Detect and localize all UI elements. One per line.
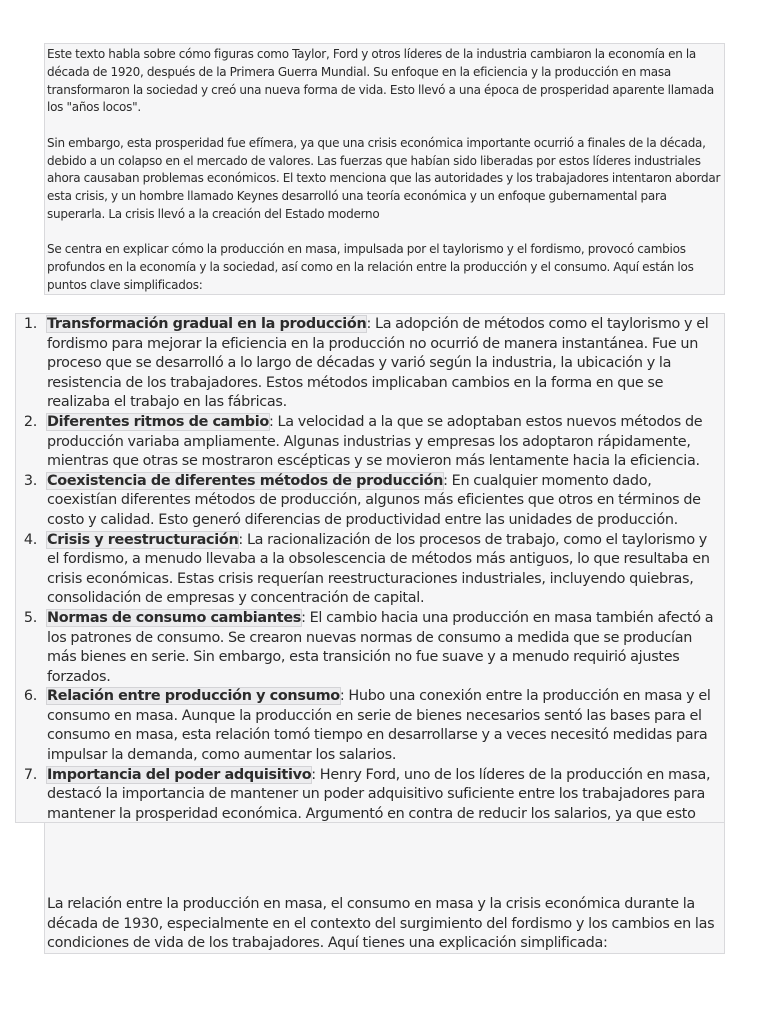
item-term: Normas de consumo cambiantes: [47, 609, 302, 626]
item-term: Relación entre producción y consumo: [47, 688, 340, 705]
item-text: : La velocidad a la que se adoptaban estos nuevos métodos de producción variaba ampliamente. Algunas industrias y empresas los adoptaron rápidamente, mientras que otras se mostraron escépticas y se movieron más lentamente hacia la eficiencia.: [47, 413, 703, 470]
item-term: Diferentes ritmos de cambio: [47, 413, 270, 430]
key-points-list: [16, 315, 724, 844]
intro-paragraph-2: Sin embargo, esta prosperidad fue efímera, ya que una crisis económica importante ocurrió a finales de la década, debido a un colapso en el mercado de valores. Las fuerzas que habían sido liberadas por estos líderes industriales ahora causaban problemas económicos. El texto menciona que las autoridades y los trabajadores intentaron abordar esta crisis, y un hombre llamado Keynes desarrolló una teoría económica y un enfoque gubernamental para superarla. La crisis llevó a la creación del Estado moderno: [47, 135, 721, 221]
item-term: Crisis y reestructuración: [47, 531, 239, 548]
item-number: 4.: [23, 531, 37, 548]
intro-paragraph-3: Se centra en explicar cómo la producción en masa, impulsada por el taylorismo y el fordismo, provocó cambios profundos en la economía y la sociedad, así como en la relación entre la producción y el consumo. Aquí están los puntos clave simplificados:: [47, 242, 694, 292]
item-text: : Hubo una conexión entre la producción en masa y el consumo en masa. Aunque la producción en serie de bienes necesarios sentó las bases para el consumo en masa, esta relación tomó tiempo en desarrollarse y a veces necesitó medidas para impulsar la demanda, como aumentar los salarios.: [47, 688, 711, 764]
item-text: : En cualquier momento dado, coexistían diferentes métodos de producción, algunos más eficientes que otros en términos de costo y calidad. Esto generó diferencias de productividad entre las unidades de producción.: [47, 472, 701, 528]
intro-text-block: [44, 43, 725, 295]
item-number: 3.: [23, 472, 37, 489]
list-item: [16, 531, 724, 609]
item-term: Coexistencia de diferentes métodos de producción: [47, 472, 444, 489]
item-text: : La adopción de métodos como el taylorismo y el fordismo para mejorar la eficiencia en la producción no ocurrió de manera instantánea. Fue un proceso que se desarrolló a lo largo de décadas y varió según la industria, la ubicación y la resistencia de los trabajadores. Estos métodos implicaban cambios en la forma en que se realizaba el trabajo en las fábricas.: [47, 316, 709, 411]
intro-paragraph-1: Este texto habla sobre cómo figuras como Taylor, Ford y otros líderes de la industria cambiaron la economía en la década de 1920, después de la Primera Guerra Mundial. Su enfoque en la eficiencia y la producción en masa transformaron la sociedad y creó una nueva forma de vida. Esto llevó a una época de prosperidad aparente llamada los "años locos".: [47, 47, 714, 115]
list-item: [16, 413, 724, 472]
list-item: [16, 687, 724, 765]
list-item: [16, 315, 724, 413]
item-number: 1.: [23, 316, 37, 332]
item-text: : La racionalización de los procesos de trabajo, como el taylorismo y el fordismo, a menudo llevaba a la obsolescencia de métodos más antiguos, lo que resultaba en crisis económicas. Estas crisis requerían reestructuraciones industriales, incluyendo quiebras, consolidación de empresas y concentración de capital.: [47, 531, 710, 607]
item-number: 6.: [23, 688, 37, 705]
closing-paragraph: La relación entre la producción en masa, el consumo en masa y la crisis económica durante la década de 1930, especialmente en el contexto del surgimiento del fordismo y los cambios en las condiciones de vida de los trabajadores. Aquí tienes una explicación simplificada:: [47, 896, 715, 952]
item-term: Transformación gradual en la producción: [47, 316, 367, 332]
item-term: Importancia del poder adquisitivo: [47, 766, 312, 783]
list-item: [16, 472, 724, 531]
item-text: : El cambio hacia una producción en masa también afectó a los patrones de consumo. Se crearon nuevas normas de consumo a medida que se producían más bienes en serie. Sin embargo, esta transición no fue suave y a menudo requirió ajustes forzados.: [47, 609, 714, 685]
item-text: : Henry Ford, uno de los líderes de la producción en masa, destacó la importancia de mantener un poder adquisitivo suficiente entre los trabajadores para mantener la prosperidad económica. Argumentó en contra de reducir los salarios, ya que esto: [47, 766, 711, 822]
item-number: 5.: [23, 609, 37, 626]
list-item: [16, 609, 724, 687]
item-number: 2.: [23, 413, 37, 430]
key-points-block: [15, 313, 725, 823]
item-number: 7.: [23, 766, 37, 783]
closing-text-block: [44, 822, 725, 954]
